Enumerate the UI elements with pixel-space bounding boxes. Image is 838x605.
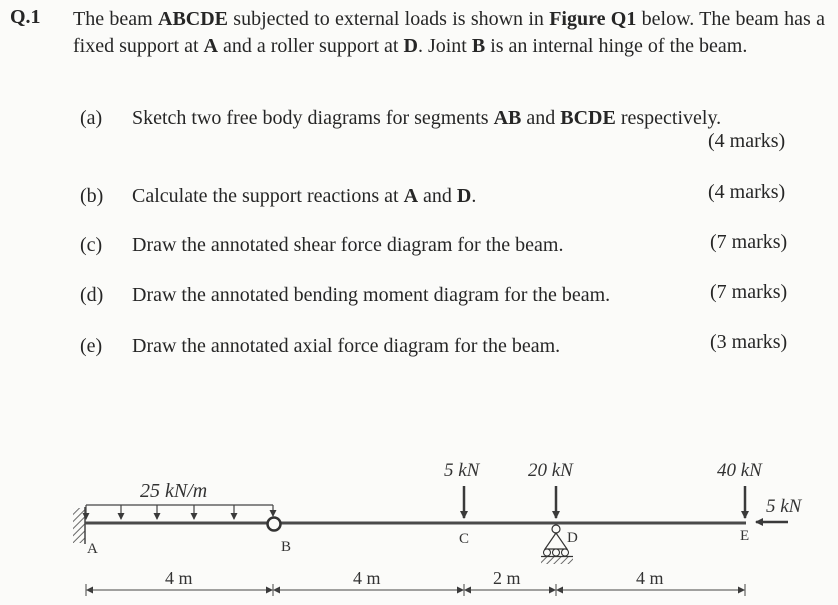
load-d-label: 20 kN [528, 460, 573, 481]
fixed-support-icon [73, 507, 85, 544]
part-text: Draw the annotated axial force diagram for the beam. [132, 335, 561, 357]
point-label-e: E [740, 528, 750, 544]
udl-label: 25 kN/m [140, 480, 208, 502]
part-label: (d) [80, 284, 104, 306]
marks-e: (3 marks) [710, 331, 788, 353]
part-label: (b) [80, 185, 104, 207]
part-label: (a) [80, 107, 103, 129]
point-label-b: B [281, 539, 292, 555]
dimension-de: 4 m [636, 568, 664, 588]
point-label-d: D [567, 530, 578, 546]
point-label-c: C [459, 531, 470, 547]
question-number: Q.1 [10, 6, 41, 28]
part-label: (e) [80, 335, 103, 357]
part-text: Draw the annotated shear force diagram for the beam. [132, 234, 564, 256]
point-label-a: A [87, 541, 98, 557]
marks-b: (4 marks) [708, 181, 786, 203]
part-label: (c) [80, 234, 103, 256]
marks-c: (7 marks) [710, 231, 788, 253]
part-text: Calculate the support reactions at A and D. [132, 185, 477, 207]
distributed-load-arrows [86, 505, 273, 519]
load-e-horizontal-label: 5 kN [766, 496, 802, 517]
hinge-icon [268, 518, 281, 531]
load-e-vertical-label: 40 kN [717, 460, 762, 481]
dimension-ab: 4 m [165, 568, 193, 588]
part-text: Draw the annotated bending moment diagram for the beam. [132, 284, 611, 306]
part-text: Sketch two free body diagrams for segments AB and BCDE respectively. [132, 107, 722, 129]
dimension-bc: 4 m [353, 568, 381, 588]
load-c-label: 5 kN [444, 460, 480, 481]
question-intro: The beam ABCDE subjected to external loads is shown in Figure Q1 below. The beam has a fixed support at A and a roller support at D. Joint B is an internal hinge of the beam. [73, 8, 825, 57]
marks-d: (7 marks) [710, 281, 788, 303]
dimension-cd: 2 m [493, 568, 521, 588]
marks-a: (4 marks) [708, 130, 786, 152]
